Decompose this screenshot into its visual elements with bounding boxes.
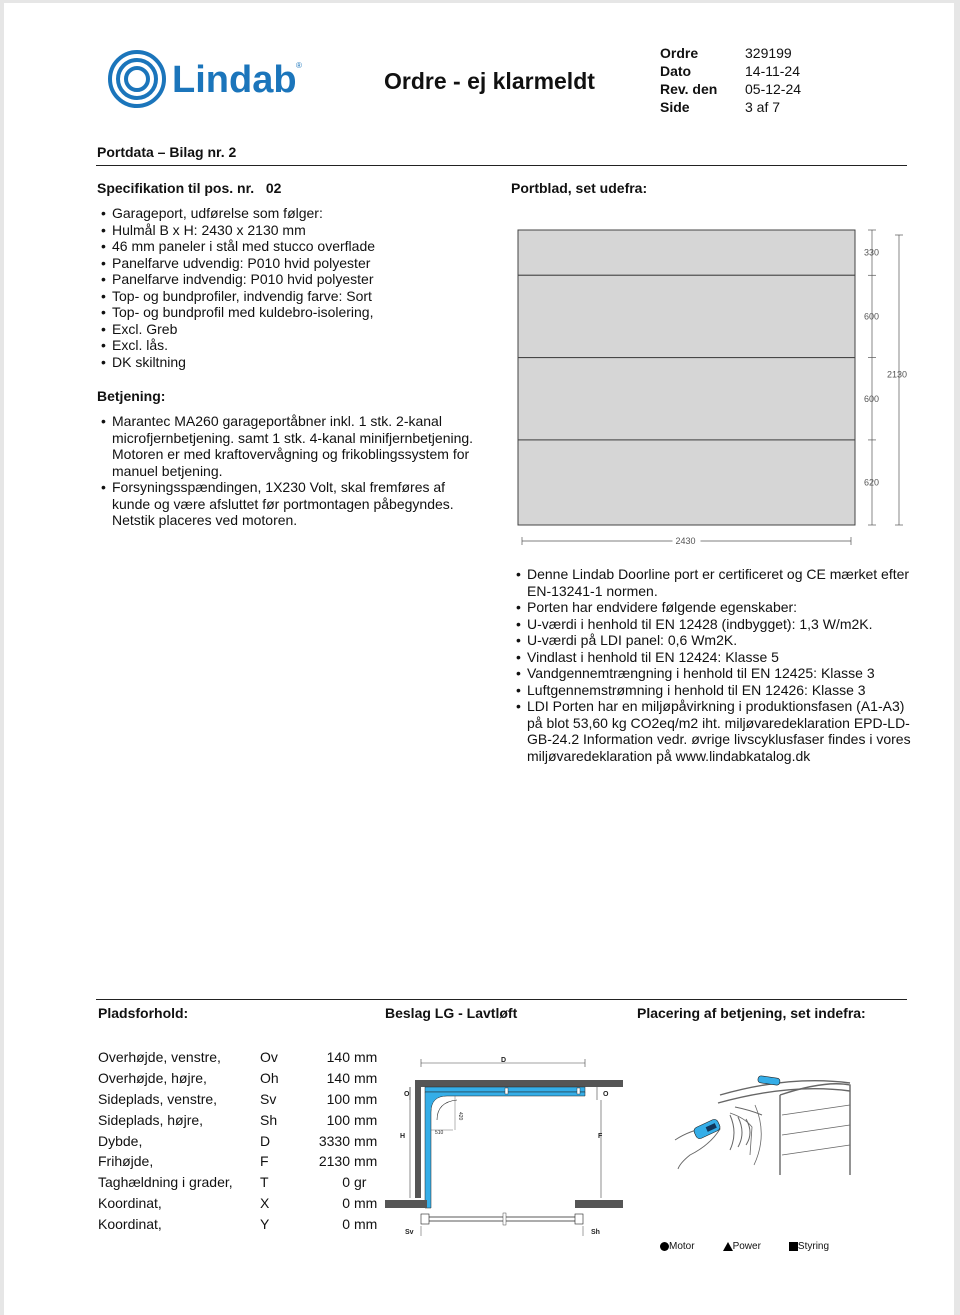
page-edge-top (0, 0, 960, 3)
section-title: Portdata – Bilag nr. 2 (97, 144, 237, 160)
door-panel (518, 440, 855, 525)
logo-wordmark: Lindab (172, 59, 297, 101)
table-row: Koordinat, X 0 mm (98, 1194, 378, 1211)
svg-text:®: ® (296, 61, 302, 70)
square-icon (789, 1242, 798, 1251)
legend-item-motor: Motor (660, 1241, 695, 1252)
dim-b-label: 420 (457, 1112, 463, 1121)
meta-row: Dato 14-11-24 (660, 63, 801, 79)
list-item: • U-værdi i henhold til EN 12428 (indbygget): 1,3 W/m2K. (512, 616, 912, 633)
list-item: • Luftgennemstrømning i henhold til EN 12426: Klasse 3 (512, 682, 912, 699)
placering-heading: Placering af betjening, set indefra: (637, 1005, 866, 1021)
list-item: • LDI Porten har en miljøpåvirkning i produktionsfasen (A1-A3) på blot 53,60 kg CO2eq/m2 iht. miljøvaredeklaration EPD-LD-GB-24.2 Information vedr. øvrige livscyklusfaser findes i vores miljøvaredeklaration på www.lindabkatalog.dk (512, 698, 912, 764)
list-item: • Porten har endvidere følgende egenskaber: (512, 599, 912, 616)
table-row: Sideplads, venstre, Sv 100 mm (98, 1090, 378, 1107)
total-height-label: 2130 (887, 369, 908, 380)
table-row: Frihøjde, F 2130 mm (98, 1153, 378, 1170)
page-edge-left (0, 0, 4, 1315)
lindab-logo (106, 48, 316, 110)
legend-item-styring: Styring (789, 1241, 829, 1252)
panel-height-label: 600 (864, 311, 880, 322)
table-row: Taghældning i grader, T 0 gr (98, 1174, 367, 1191)
list-item: • DK skiltning (97, 354, 477, 371)
divider (96, 999, 907, 1000)
divider (96, 165, 907, 166)
meta-row: Side 3 af 7 (660, 99, 781, 115)
meta-row: Ordre 329199 (660, 45, 792, 61)
table-row: Overhøjde, venstre, Ov 140 mm (98, 1049, 378, 1066)
pladsforhold-heading: Pladsforhold: (98, 1005, 189, 1021)
list-item: • Garageport, udførelse som følger: (97, 205, 477, 222)
portblad-heading: Portblad, set udefra: (511, 180, 648, 196)
panel-height-label: 330 (864, 247, 880, 258)
table-row: Koordinat, Y 0 mm (98, 1215, 378, 1232)
properties-list (512, 566, 912, 764)
spec-heading: Specifikation til pos. nr. 02 (97, 180, 282, 196)
panel-height-label: 620 (864, 477, 880, 488)
dim-d-label: D (501, 1057, 507, 1064)
table-row: Dybde, D 3330 mm (98, 1132, 378, 1149)
list-item: • Excl. Greb (97, 321, 477, 338)
dim-h-label: H (400, 1133, 406, 1140)
list-item: • Forsyningsspændingen, 1X230 Volt, skal fremføres af kunde og være afsluttet før portmontagen påbegyndes. Netstik placeres ved motoren. (97, 479, 477, 529)
list-item: • Vandgennemtrængning i henhold til EN 12425: Klasse 3 (512, 665, 912, 682)
list-item: • Vindlast i henhold til EN 12424: Klasse 5 (512, 649, 912, 666)
dim-a-label: 510 (435, 1130, 444, 1136)
betjening-heading: Betjening: (97, 388, 166, 404)
page-edge-right (954, 0, 960, 1315)
list-item: • Panelfarve indvendig: P010 hvid polyester (97, 271, 477, 288)
table-row: Sideplads, højre, Sh 100 mm (98, 1111, 378, 1128)
order-meta (660, 44, 801, 116)
list-item: • Marantec MA260 garageportåbner inkl. 1 stk. 2-kanal microfjernbetjening. samt 1 stk. 4-kanal minifjernbetjening. Motoren er med kraftovervågning og frikoblingssystem for manuel betjening. (97, 413, 477, 479)
spec-list (97, 205, 477, 370)
placement-legend (660, 1241, 851, 1252)
dim-f-label: F (598, 1133, 603, 1140)
list-item: • U-værdi på LDI panel: 0,6 Wm2K. (512, 632, 912, 649)
dim-sh-label: Sh (591, 1229, 600, 1236)
circle-icon (660, 1242, 669, 1251)
list-item: • Denne Lindab Doorline port er certificeret og CE mærket efter EN-13241-1 normen. (512, 566, 912, 599)
pladsforhold-table (98, 1047, 377, 1234)
beslag-heading: Beslag LG - Lavtløft (385, 1005, 518, 1021)
list-item: • Panelfarve udvendig: P010 hvid polyester (97, 255, 477, 272)
triangle-icon (723, 1242, 733, 1251)
list-item: • Excl. lås. (97, 337, 477, 354)
door-panel (518, 358, 855, 440)
door-elevation-drawing (510, 222, 920, 552)
document-title: Ordre - ej klarmeldt (384, 68, 595, 94)
list-item: • 46 mm paneler i stål med stucco overflade (97, 238, 477, 255)
door-panel (518, 275, 855, 357)
meta-row: Rev. den 05-12-24 (660, 81, 802, 97)
list-item: • Top- og bundprofil med kuldebro-isolering, (97, 304, 477, 321)
dim-sv-label: Sv (405, 1229, 414, 1236)
list-item: • Hulmål B x H: 2430 x 2130 mm (97, 222, 477, 239)
dim-o-left-label: O (404, 1091, 410, 1098)
legend-item-power: Power (723, 1241, 761, 1252)
list-item: • Top- og bundprofiler, indvendig farve: Sort (97, 288, 477, 305)
panel-height-label: 600 (864, 393, 880, 404)
betjening-list (97, 413, 477, 529)
table-row: Overhøjde, højre, Oh 140 mm (98, 1070, 378, 1087)
remote-placement-illustration (650, 1055, 870, 1180)
beslag-diagram (385, 1050, 630, 1245)
width-label: 2430 (675, 536, 696, 546)
dim-o-right-label: O (603, 1091, 609, 1098)
door-panel (518, 230, 855, 275)
